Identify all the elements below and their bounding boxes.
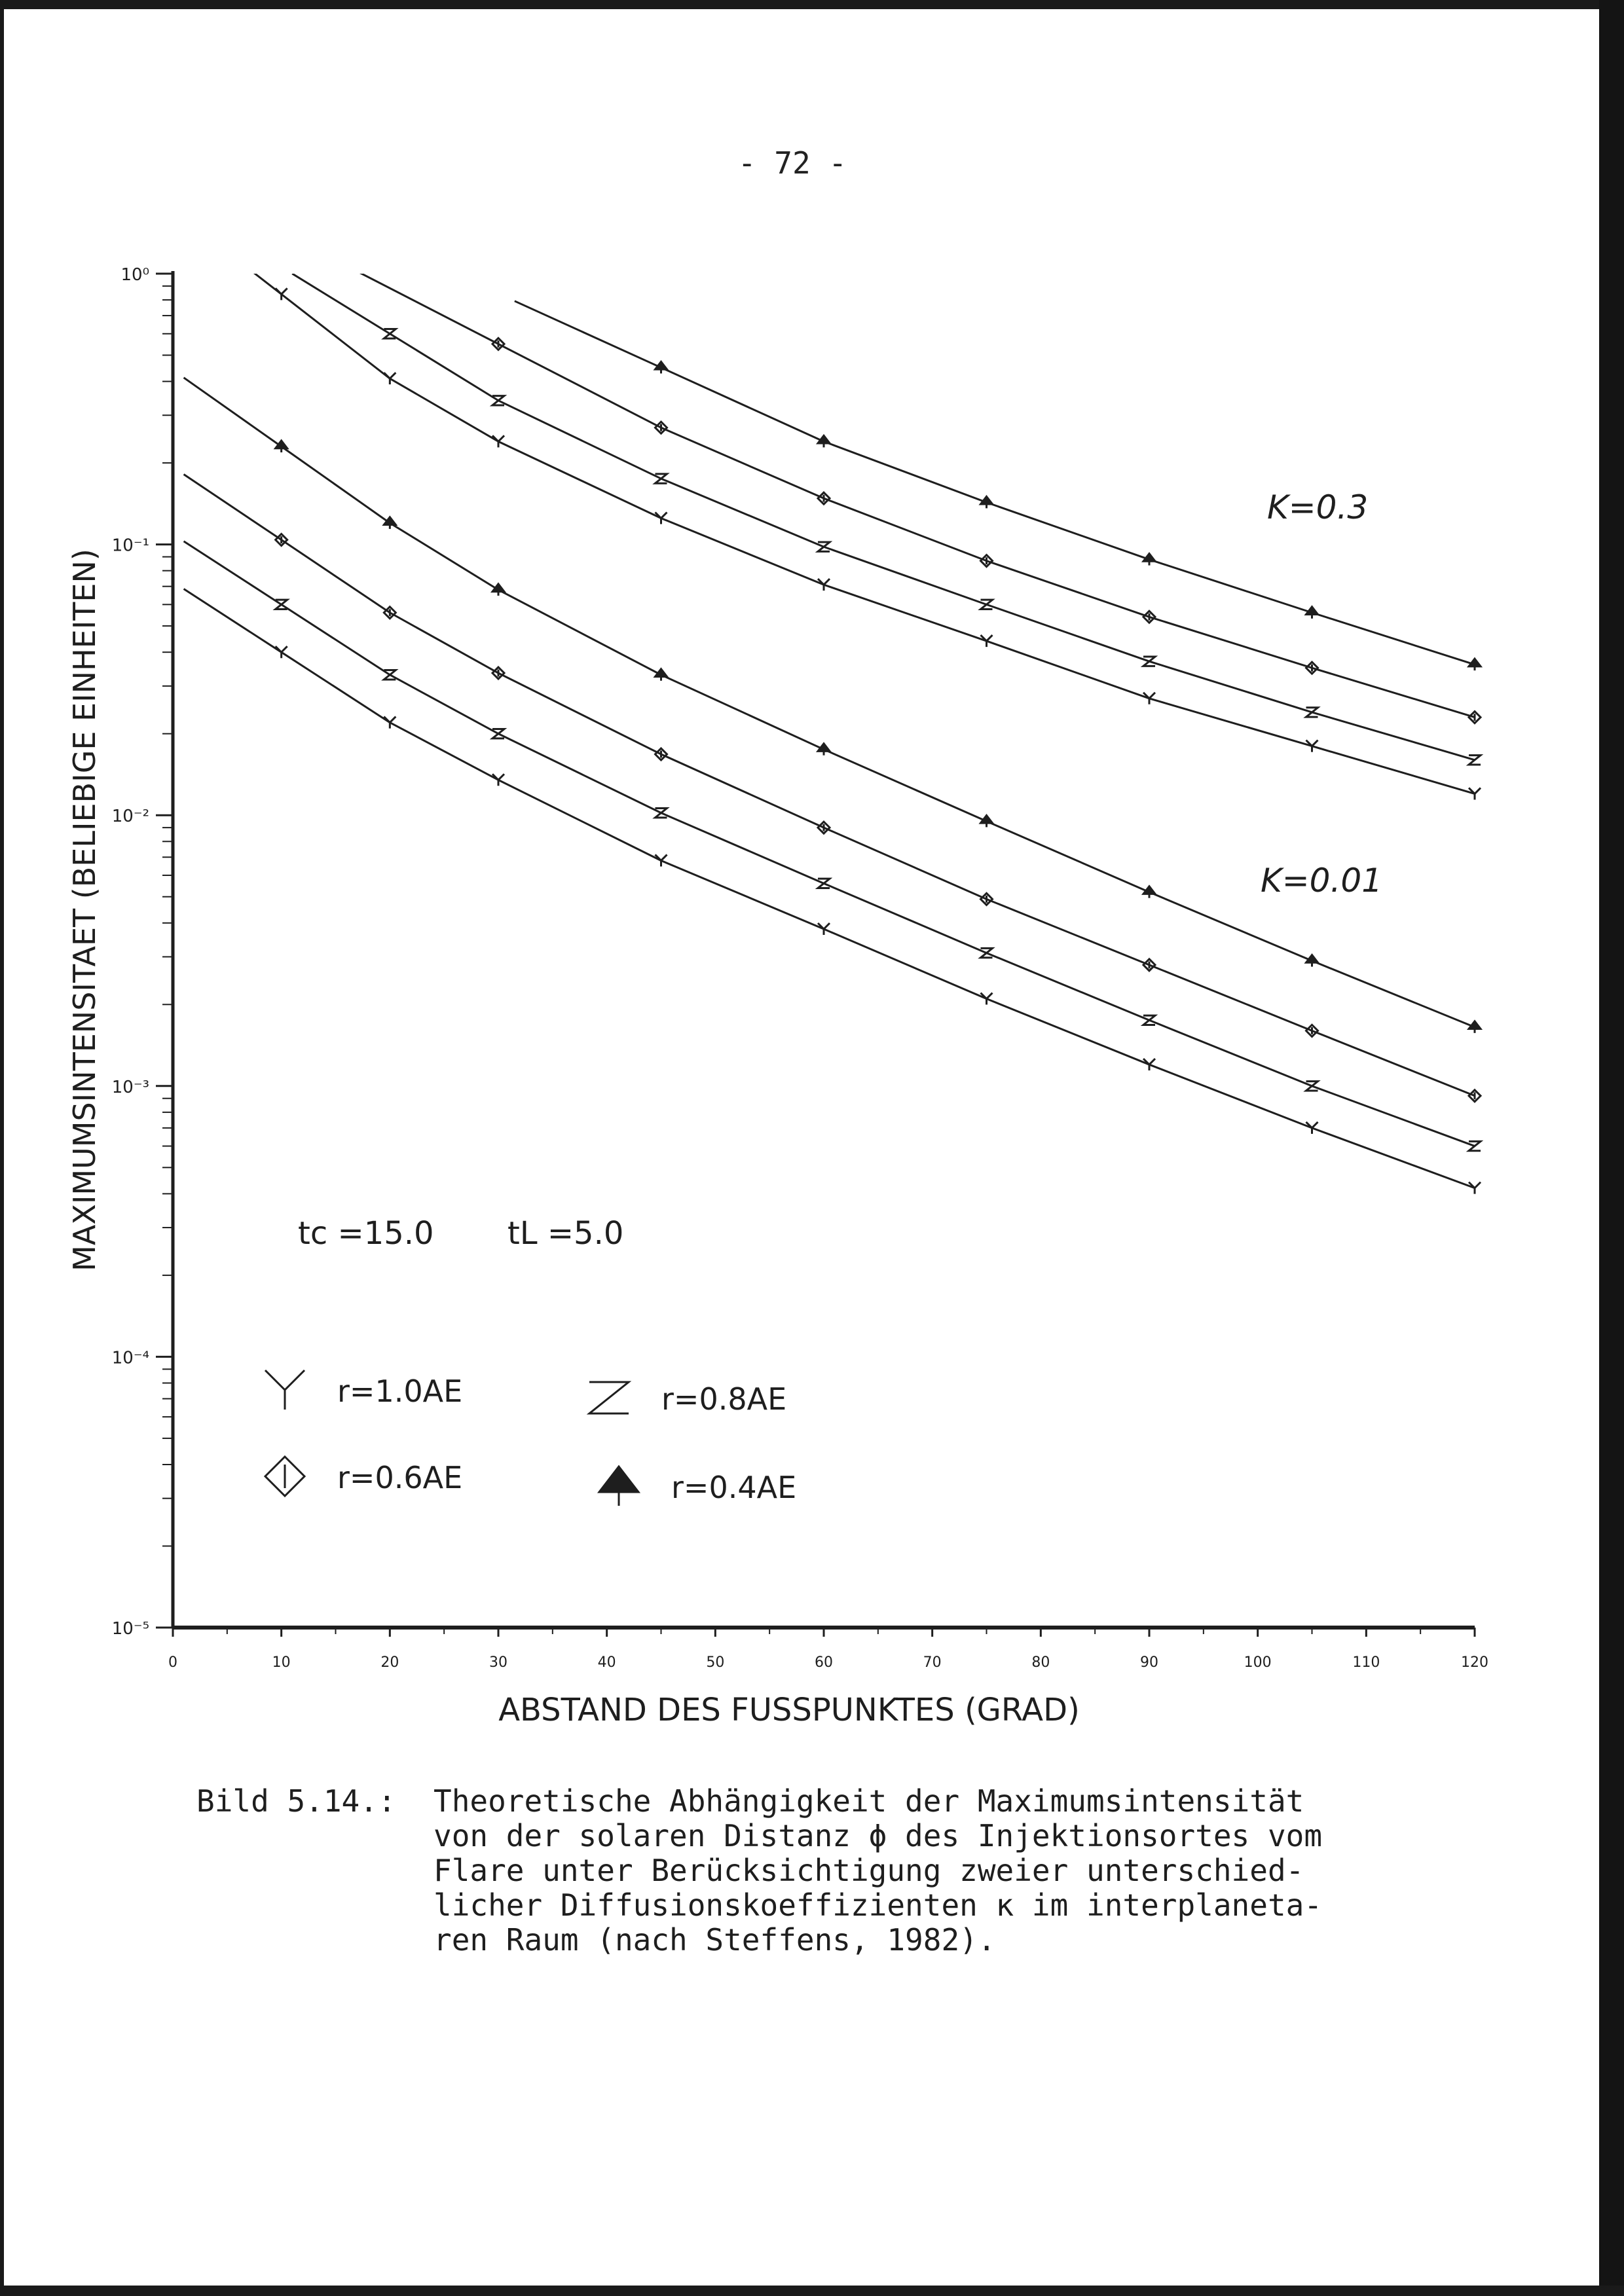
marker-stroke: [1469, 788, 1481, 799]
legend-label: r=1.0AE: [337, 1374, 463, 1409]
data-point: [1143, 886, 1155, 898]
data-point: [818, 923, 830, 935]
annotation-kappa-low: K=0.01: [1261, 862, 1383, 900]
x-tick-label: 100: [1244, 1654, 1272, 1671]
data-point: [1469, 659, 1481, 670]
caption-body: [434, 1784, 1455, 1958]
marker-stroke: [492, 435, 504, 447]
data-point: [1469, 1021, 1481, 1033]
marker-stroke: [384, 373, 396, 384]
data-point: [1143, 1059, 1155, 1070]
data-point: [655, 748, 667, 760]
data-point: [1143, 959, 1155, 971]
data-point: [1469, 788, 1481, 799]
z-marker-icon: [589, 1382, 629, 1413]
marker-stroke: [818, 822, 830, 833]
marker-stroke: [492, 584, 504, 592]
marker-stroke: [981, 600, 993, 609]
data-point: [1306, 740, 1318, 752]
marker-stroke: [1306, 607, 1318, 615]
marker-stroke: [655, 854, 667, 866]
marker-stroke: [265, 1457, 304, 1496]
data-point: [492, 338, 504, 350]
x-tick-label: 0: [168, 1654, 177, 1671]
data-point: [1143, 554, 1155, 566]
data-point: [981, 555, 993, 567]
data-point: [1306, 607, 1318, 619]
marker-stroke: [981, 635, 993, 647]
marker-stroke: [1469, 712, 1481, 723]
x-tick-label: 50: [706, 1654, 725, 1671]
data-point: [818, 542, 830, 551]
marker-stroke: [1143, 657, 1155, 666]
data-point: [1143, 611, 1155, 623]
caption-line: Flare unter Berücksichtigung zweier unterschied-: [434, 1853, 1304, 1888]
data-point: [1143, 657, 1155, 666]
marker-stroke: [276, 441, 287, 448]
marker-stroke: [655, 474, 667, 483]
y-tick-label: 10⁻⁵: [111, 1619, 149, 1639]
marker-stroke: [599, 1467, 638, 1492]
marker-stroke: [981, 555, 993, 567]
marker-stroke: [1469, 1090, 1481, 1102]
data-point: [655, 854, 667, 866]
data-point: [1306, 708, 1318, 717]
page-number: - 72 -: [737, 145, 847, 181]
caption-line: Theoretische Abhängigkeit der Maximumsintensität: [434, 1783, 1304, 1819]
data-point: [1143, 1015, 1155, 1025]
y-tick-label: 10⁰: [120, 265, 149, 285]
marker-stroke: [818, 923, 830, 935]
data-point: [981, 815, 993, 827]
data-point: [818, 435, 830, 447]
x-tick-label: 60: [815, 1654, 833, 1671]
marker-stroke: [265, 1370, 304, 1410]
data-point: [1469, 712, 1481, 723]
y-axis-title: MAXIMUMSINTENSITAET (BELIEBIGE EINHEITEN): [67, 549, 102, 1271]
marker-stroke: [981, 815, 993, 823]
marker-stroke: [1143, 693, 1155, 704]
x-axis-title: ABSTAND DES FUSSPUNKTES (GRAD): [498, 1692, 1080, 1728]
data-point: [981, 948, 993, 957]
data-point: [1306, 1025, 1318, 1036]
data-point: [981, 993, 993, 1005]
arrow-marker-icon: [599, 1467, 638, 1506]
data-point: [1469, 1182, 1481, 1194]
caption-line: ren Raum (nach Steffens, 1982).: [434, 1922, 996, 1958]
marker-stroke: [1306, 1082, 1318, 1091]
data-point: [818, 492, 830, 504]
marker-stroke: [655, 513, 667, 524]
marker-stroke: [1306, 662, 1318, 674]
marker-stroke: [981, 948, 993, 957]
diamond-marker-icon: [265, 1457, 304, 1496]
marker-stroke: [589, 1382, 629, 1413]
data-point: [384, 607, 396, 619]
data-point: [818, 744, 830, 756]
marker-stroke: [1306, 740, 1318, 752]
caption-line: licher Diffusionskoeffizienten κ im interplaneta-: [434, 1887, 1323, 1923]
data-point: [1306, 1122, 1318, 1134]
x-tick-label: 90: [1140, 1654, 1158, 1671]
annotation-kappa-high: K=0.3: [1267, 488, 1369, 526]
marker-stroke: [492, 774, 504, 786]
y-tick-label: 10⁻³: [111, 1077, 149, 1097]
marker-stroke: [1469, 659, 1481, 666]
marker-stroke: [1143, 886, 1155, 894]
legend-label: r=0.6AE: [337, 1460, 463, 1495]
series-line: [184, 541, 1475, 1146]
marker-stroke: [1469, 756, 1481, 765]
caption-label: Bild 5.14.:: [196, 1783, 396, 1819]
data-point: [1306, 662, 1318, 674]
x-tick-label: 10: [272, 1654, 291, 1671]
marker-stroke: [1143, 1059, 1155, 1070]
marker-stroke: [655, 808, 667, 817]
marker-stroke: [384, 517, 396, 525]
data-point: [981, 496, 993, 508]
data-point: [1143, 693, 1155, 704]
x-tick-label: 20: [380, 1654, 399, 1671]
x-tick-label: 120: [1461, 1654, 1488, 1671]
x-tick-label: 70: [923, 1654, 942, 1671]
data-point: [1306, 1082, 1318, 1091]
x-tick-label: 40: [597, 1654, 616, 1671]
legend-label: r=0.8AE: [661, 1381, 787, 1417]
data-point: [1306, 955, 1318, 967]
marker-stroke: [276, 534, 287, 546]
marker-stroke: [276, 646, 287, 658]
series-line: [184, 474, 1475, 1095]
data-point: [655, 669, 667, 681]
y-tick-label: 10⁻⁴: [111, 1348, 149, 1368]
data-point: [655, 474, 667, 483]
x-tick-label: 110: [1352, 1654, 1380, 1671]
marker-stroke: [1143, 959, 1155, 971]
data-point: [1469, 1141, 1481, 1150]
data-point: [981, 635, 993, 647]
y-marker-icon: [265, 1370, 304, 1410]
marker-stroke: [655, 422, 667, 433]
marker-stroke: [384, 607, 396, 619]
marker-stroke: [384, 717, 396, 729]
data-point: [818, 879, 830, 888]
marker-stroke: [655, 669, 667, 677]
marker-stroke: [1306, 955, 1318, 963]
marker-stroke: [655, 748, 667, 760]
marker-stroke: [492, 667, 504, 679]
marker-stroke: [981, 993, 993, 1005]
marker-stroke: [492, 338, 504, 350]
marker-stroke: [1143, 1015, 1155, 1025]
marker-stroke: [818, 492, 830, 504]
data-point: [384, 373, 396, 384]
legend-label: r=0.4AE: [671, 1470, 797, 1505]
annotation-tl: tL =5.0: [507, 1215, 624, 1252]
data-point: [384, 517, 396, 529]
marker-stroke: [1469, 1021, 1481, 1029]
data-point: [492, 584, 504, 596]
marker-stroke: [981, 893, 993, 905]
marker-stroke: [818, 879, 830, 888]
y-tick-label: 10⁻²: [111, 807, 149, 827]
marker-stroke: [818, 542, 830, 551]
x-tick-label: 80: [1031, 1654, 1050, 1671]
data-point: [384, 717, 396, 729]
marker-stroke: [1143, 611, 1155, 623]
data-point: [981, 893, 993, 905]
data-point: [818, 579, 830, 591]
data-point: [818, 822, 830, 833]
data-point: [492, 774, 504, 786]
data-point: [655, 422, 667, 433]
marker-stroke: [981, 496, 993, 504]
marker-stroke: [1306, 708, 1318, 717]
marker-stroke: [1306, 1025, 1318, 1036]
data-point: [655, 513, 667, 524]
annotation-tc: tc =15.0: [298, 1215, 434, 1252]
data-point: [276, 534, 287, 546]
marker-stroke: [818, 435, 830, 443]
data-point: [1469, 756, 1481, 765]
marker-stroke: [818, 579, 830, 591]
data-point: [276, 646, 287, 658]
data-point: [981, 600, 993, 609]
marker-stroke: [1306, 1122, 1318, 1134]
data-point: [1469, 1090, 1481, 1102]
data-point: [655, 361, 667, 373]
data-point: [655, 808, 667, 817]
marker-stroke: [1469, 1182, 1481, 1194]
data-point: [492, 667, 504, 679]
caption-line: von der solaren Distanz ϕ des Injektionsortes vom: [434, 1818, 1323, 1853]
data-point: [276, 441, 287, 452]
marker-stroke: [1469, 1141, 1481, 1150]
marker-stroke: [1143, 554, 1155, 562]
marker-stroke: [818, 744, 830, 752]
x-tick-label: 30: [489, 1654, 507, 1671]
marker-stroke: [655, 361, 667, 369]
y-tick-label: 10⁻¹: [111, 536, 149, 556]
data-point: [492, 435, 504, 447]
